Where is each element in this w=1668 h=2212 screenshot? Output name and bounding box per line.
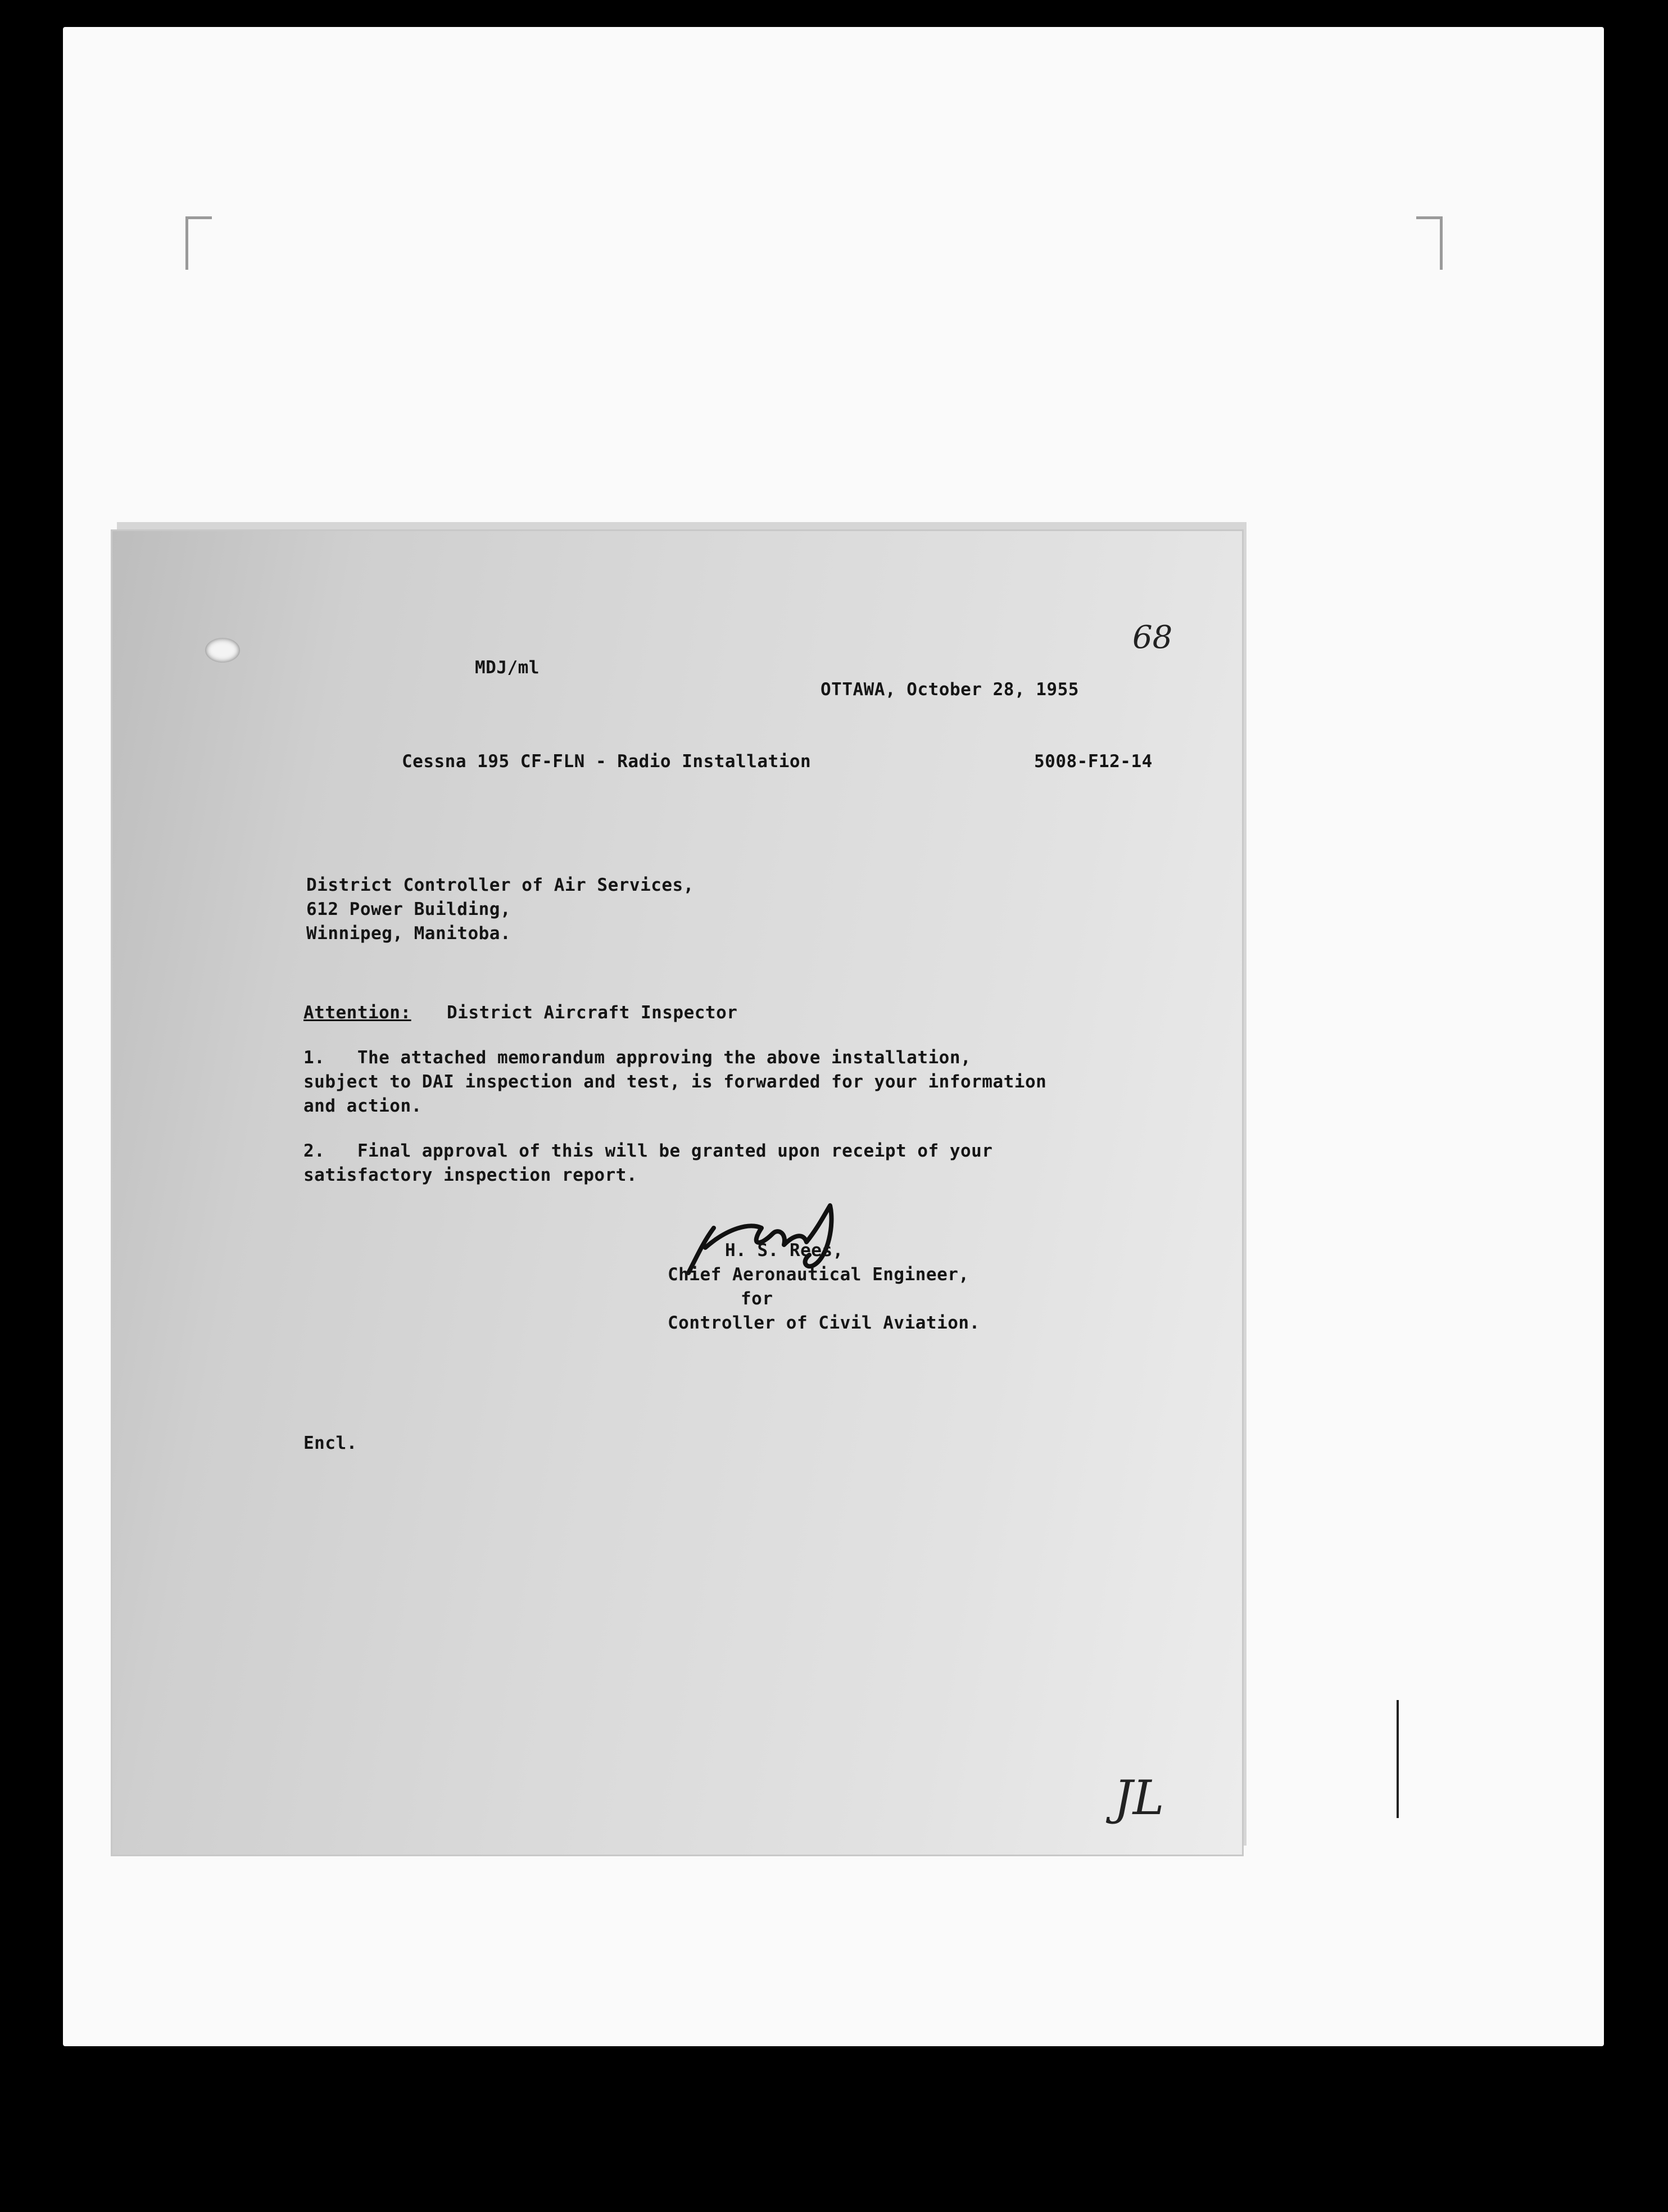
paragraph-1-line-3: and action. xyxy=(303,1096,422,1116)
recipient-line-2: 612 Power Building, xyxy=(306,899,511,919)
recipient-line-1: District Controller of Air Services, xyxy=(306,875,694,895)
paragraph-2-line-1: 2. Final approval of this will be granted upon receipt of your xyxy=(303,1141,993,1161)
attention-value: District Aircraft Inspector xyxy=(447,1003,738,1023)
letter-sheet xyxy=(112,531,1242,1855)
signer-for: for xyxy=(741,1289,773,1309)
margin-line xyxy=(1397,1700,1399,1818)
enclosure-note: Encl. xyxy=(303,1433,357,1453)
signer-name: H. S. Rees, xyxy=(725,1240,844,1261)
crop-mark-left xyxy=(185,216,212,270)
recipient-line-3: Winnipeg, Manitoba. xyxy=(306,923,511,944)
place-date: OTTAWA, October 28, 1955 xyxy=(821,679,1079,700)
subject-line: Cessna 195 CF-FLN - Radio Installation xyxy=(402,751,812,772)
paragraph-2-line-2: satisfactory inspection report. xyxy=(303,1165,638,1185)
handwritten-initials: JL xyxy=(1114,1770,1164,1825)
paragraph-1-line-2: subject to DAI inspection and test, is forwarded for your information xyxy=(303,1072,1047,1092)
crop-mark-right xyxy=(1416,216,1443,270)
page-number: 68 xyxy=(1132,619,1173,656)
paragraph-1-line-1: 1. The attached memorandum approving the above installation, xyxy=(303,1048,972,1068)
attention-label: Attention: xyxy=(303,1003,411,1023)
signer-title: Chief Aeronautical Engineer, xyxy=(668,1264,969,1285)
reference-initials: MDJ/ml xyxy=(475,658,540,678)
signer-on-behalf: Controller of Civil Aviation. xyxy=(668,1313,980,1333)
punch-hole xyxy=(205,638,240,663)
file-number: 5008-F12-14 xyxy=(1034,751,1153,772)
